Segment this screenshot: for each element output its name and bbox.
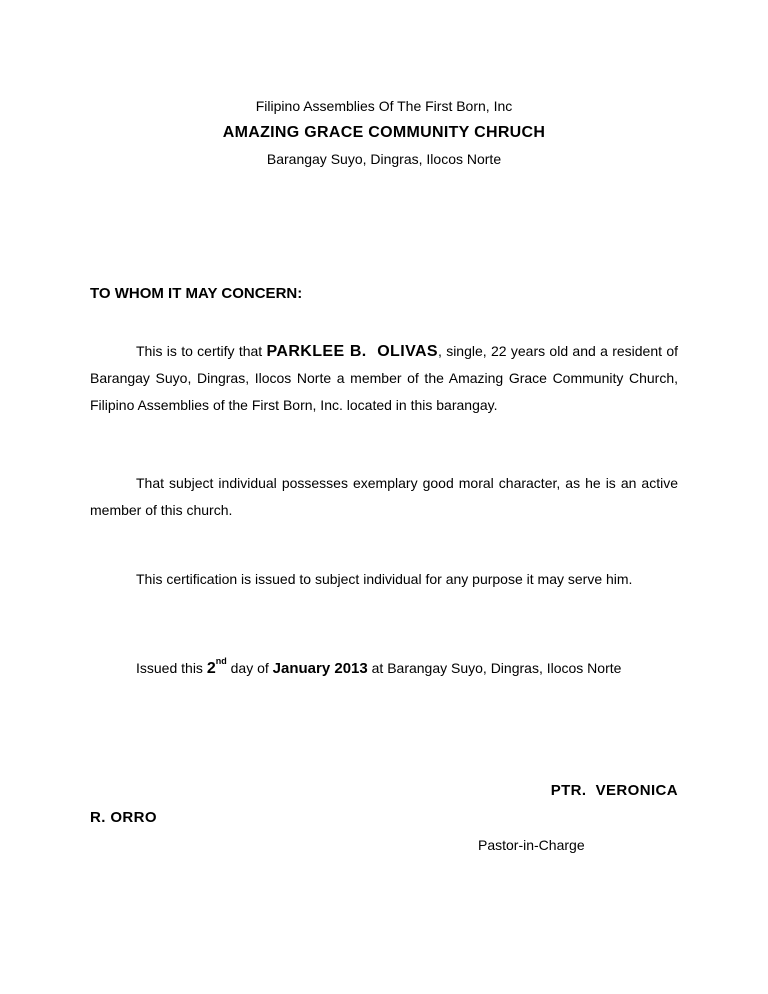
paragraph4-lead: Issued this: [136, 660, 207, 676]
signatory-title: Pastor-in-Charge: [478, 837, 585, 853]
issue-day-number: 2: [206, 660, 216, 677]
certification-paragraph: [90, 338, 678, 419]
salutation: TO WHOM IT MAY CONCERN:: [90, 285, 303, 302]
signatory-name-line2: R. ORRO: [90, 809, 157, 826]
church-address: Barangay Suyo, Dingras, Ilocos Norte: [266, 151, 502, 167]
church-name: AMAZING GRACE COMMUNITY CHRUCH: [222, 124, 546, 141]
paragraph3-text: This certification is issued to subject individual for any purpose it may serve him.: [136, 571, 633, 587]
paragraph2-text: That subject individual possesses exemplary good moral character, as he is an active member of this church.: [90, 475, 678, 518]
member-name: PARKLEE B. OLIVAS: [266, 343, 438, 360]
paragraph4-middle: day of: [226, 660, 273, 676]
issue-day: [206, 656, 227, 677]
signatory-name-line1: PTR. VERONICA: [550, 782, 678, 799]
issue-month-year: January 2013: [272, 660, 368, 677]
organization-name: Filipino Assemblies Of The First Born, Inc: [255, 98, 513, 114]
issue-day-suffix: nd: [215, 656, 227, 666]
paragraph1-lead: This is to certify that: [136, 343, 267, 359]
issuance-paragraph: [90, 648, 678, 682]
purpose-paragraph: [90, 566, 678, 593]
paragraph1-rest: , single, 22 years old and a resident of Barangay Suyo, Dingras, Ilocos Norte a member of the Amazing Grace Community Church, Filipino Assemblies of the First Born, Inc. located in this barangay.: [90, 343, 678, 413]
character-paragraph: [90, 470, 678, 524]
paragraph4-rest: at Barangay Suyo, Dingras, Ilocos Norte: [367, 660, 622, 676]
